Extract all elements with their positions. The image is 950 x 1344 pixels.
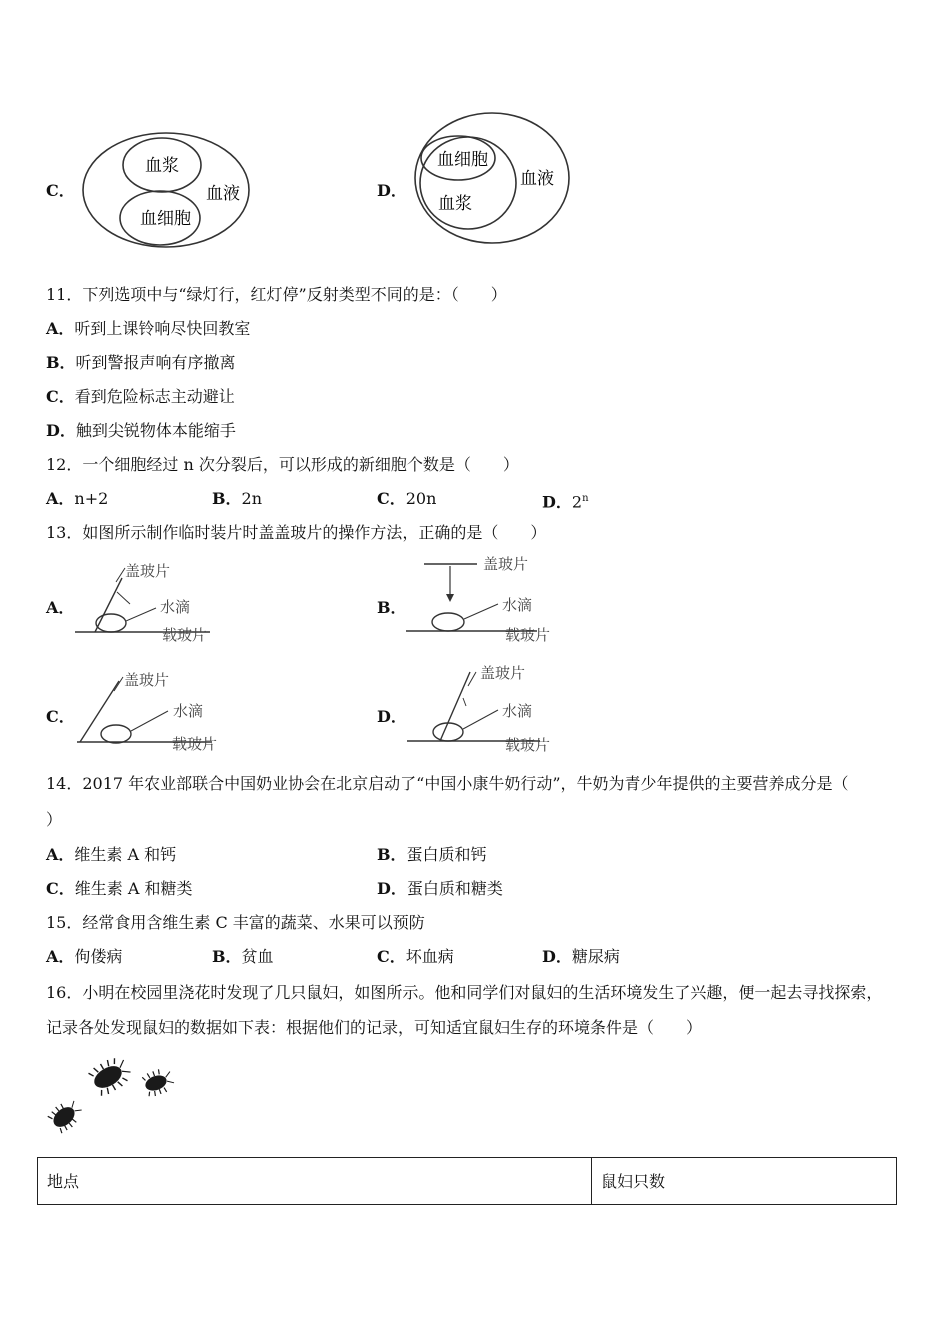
- blood-label: 血液: [206, 184, 240, 204]
- water-label: 水滴: [173, 702, 204, 720]
- q14-stem: 14．2017 年农业部联合中国奶业协会在北京启动了“中国小康牛奶行动”，牛奶为青少年提供的主要营养成分是（: [46, 774, 849, 793]
- slide-label: 载玻片: [505, 626, 551, 644]
- q14-option-a[interactable]: [46, 845, 176, 865]
- coverslip-label: 盖玻片: [483, 555, 529, 573]
- option-key: A．: [46, 319, 75, 338]
- option-key: A．: [46, 947, 75, 966]
- coverslip-label: 盖玻片: [480, 664, 526, 682]
- option-text: 20n: [405, 489, 437, 508]
- option-key: A．: [46, 845, 75, 864]
- q13-option-d-label[interactable]: D．: [377, 707, 407, 726]
- q11-option-a[interactable]: [46, 319, 250, 339]
- q11-option-b[interactable]: [46, 353, 236, 373]
- blood-label: 血液: [520, 169, 554, 189]
- q14-option-b[interactable]: [377, 845, 487, 865]
- q12-option-a[interactable]: [46, 489, 108, 509]
- woodlice-illustration: [44, 1055, 184, 1135]
- q13-option-a-figure: [70, 558, 220, 648]
- coverslip-line: [440, 672, 470, 741]
- option-key: C．: [46, 387, 75, 406]
- q15-option-a[interactable]: [46, 947, 122, 967]
- water-label: 水滴: [502, 596, 533, 614]
- option-text: n+2: [74, 489, 109, 508]
- water-drop: [432, 613, 464, 631]
- option-key: C．: [46, 879, 75, 898]
- option-text: 看到危险标志主动避让: [74, 387, 235, 406]
- q13-option-c-label[interactable]: C．: [46, 707, 75, 726]
- option-superscript: n: [582, 493, 589, 504]
- water-label: 水滴: [502, 702, 533, 720]
- option-key: B．: [212, 489, 242, 508]
- option-text: 坏血病: [405, 947, 454, 966]
- q13-option-b-figure: [402, 552, 557, 648]
- option-text: 贫血: [241, 947, 274, 966]
- slide-label: 载玻片: [172, 735, 218, 753]
- option-key: C．: [377, 947, 406, 966]
- q11-stem: 11．下列选项中与“绿灯行，红灯停”反射类型不同的是：（ ）: [46, 285, 507, 304]
- coverslip-line: [95, 578, 122, 632]
- q10-option-d-diagram: [410, 108, 575, 248]
- option-text: 听到警报声响有序撤离: [75, 353, 236, 372]
- cells-label: 血细胞: [437, 150, 488, 170]
- q14-option-c[interactable]: [46, 879, 192, 899]
- option-text: 糖尿病: [571, 947, 620, 966]
- option-text: 听到上课铃响尽快回教室: [74, 319, 251, 338]
- option-text: 佝偻病: [74, 947, 123, 966]
- option-text: 触到尖锐物体本能缩手: [75, 421, 236, 440]
- q13-option-b-label[interactable]: B．: [377, 598, 407, 617]
- option-text: 蛋白质和钙: [406, 845, 487, 864]
- q10-option-d-label[interactable]: D．: [377, 181, 407, 200]
- q11-option-c[interactable]: [46, 387, 235, 407]
- q13-stem: 13．如图所示制作临时装片时盖盖玻片的操作方法，正确的是（ ）: [46, 523, 547, 542]
- woodlouse-icon: [88, 1055, 135, 1097]
- q14-stem-tail: ）: [46, 810, 63, 829]
- q11-option-d[interactable]: [46, 421, 236, 441]
- option-text: 蛋白质和糖类: [406, 879, 503, 898]
- coverslip-label: 盖玻片: [125, 562, 171, 580]
- option-text: 2n: [241, 489, 263, 508]
- q13-option-d-figure: [402, 660, 557, 756]
- option-text: 维生素 A 和钙: [74, 845, 177, 864]
- q14-option-d[interactable]: [377, 879, 503, 899]
- plasma-label: 血浆: [145, 156, 179, 176]
- q15-option-d[interactable]: [542, 947, 620, 967]
- slide-label: 载玻片: [505, 736, 551, 754]
- coverslip-line: [80, 681, 119, 742]
- option-key: D．: [46, 421, 76, 440]
- q15-option-b[interactable]: [212, 947, 274, 967]
- table-header-count: 鼠妇只数: [601, 1172, 666, 1191]
- q16-stem-line2: 记录各处发现鼠妇的数据如下表：根据他们的记录，可知适宜鼠妇生存的环境条件是（ ）: [46, 1018, 703, 1037]
- option-key: C．: [377, 489, 406, 508]
- water-drop: [101, 725, 131, 743]
- option-key: D．: [542, 947, 572, 966]
- q13-option-c-figure: [72, 667, 222, 757]
- q15-stem: 15．经常食用含维生素 C 丰富的蔬菜、水果可以预防: [46, 913, 425, 932]
- plasma-label: 血浆: [438, 194, 472, 214]
- slide-label: 载玻片: [162, 626, 208, 644]
- coverslip-label: 盖玻片: [124, 671, 170, 689]
- option-text: 维生素 A 和糖类: [74, 879, 193, 898]
- water-drop: [96, 614, 126, 632]
- q13-option-a-label[interactable]: A．: [46, 598, 75, 617]
- q12-option-c[interactable]: [377, 489, 436, 509]
- woodlouse-icon: [142, 1066, 177, 1098]
- water-label: 水滴: [160, 598, 191, 616]
- q15-option-c[interactable]: [377, 947, 454, 967]
- option-key: D．: [377, 879, 407, 898]
- q10-option-c-diagram: [80, 130, 260, 250]
- q12-option-b[interactable]: [212, 489, 262, 509]
- option-key: B．: [377, 845, 407, 864]
- option-key: B．: [212, 947, 242, 966]
- option-key: B．: [46, 353, 76, 372]
- table-header-text: 地点: [47, 1172, 80, 1191]
- q10-option-c-label[interactable]: C．: [46, 181, 75, 200]
- option-key: D．: [542, 492, 572, 512]
- table-header-location: [38, 1158, 592, 1204]
- woodlice-data-table: [37, 1157, 897, 1205]
- woodlouse-icon: [46, 1095, 86, 1134]
- q12-option-d[interactable]: [542, 489, 589, 512]
- q12-stem: 12．一个细胞经过 n 次分裂后，可以形成的新细胞个数是（ ）: [46, 455, 519, 474]
- option-key: A．: [46, 489, 75, 508]
- water-drop: [433, 723, 463, 741]
- option-text: 2: [571, 492, 583, 512]
- q16-stem-line1: 16．小明在校园里浇花时发现了几只鼠妇，如图所示。他和同学们对鼠妇的生活环境发生了兴趣，便一起去寻找探索，: [46, 983, 883, 1002]
- cells-label: 血细胞: [140, 209, 191, 229]
